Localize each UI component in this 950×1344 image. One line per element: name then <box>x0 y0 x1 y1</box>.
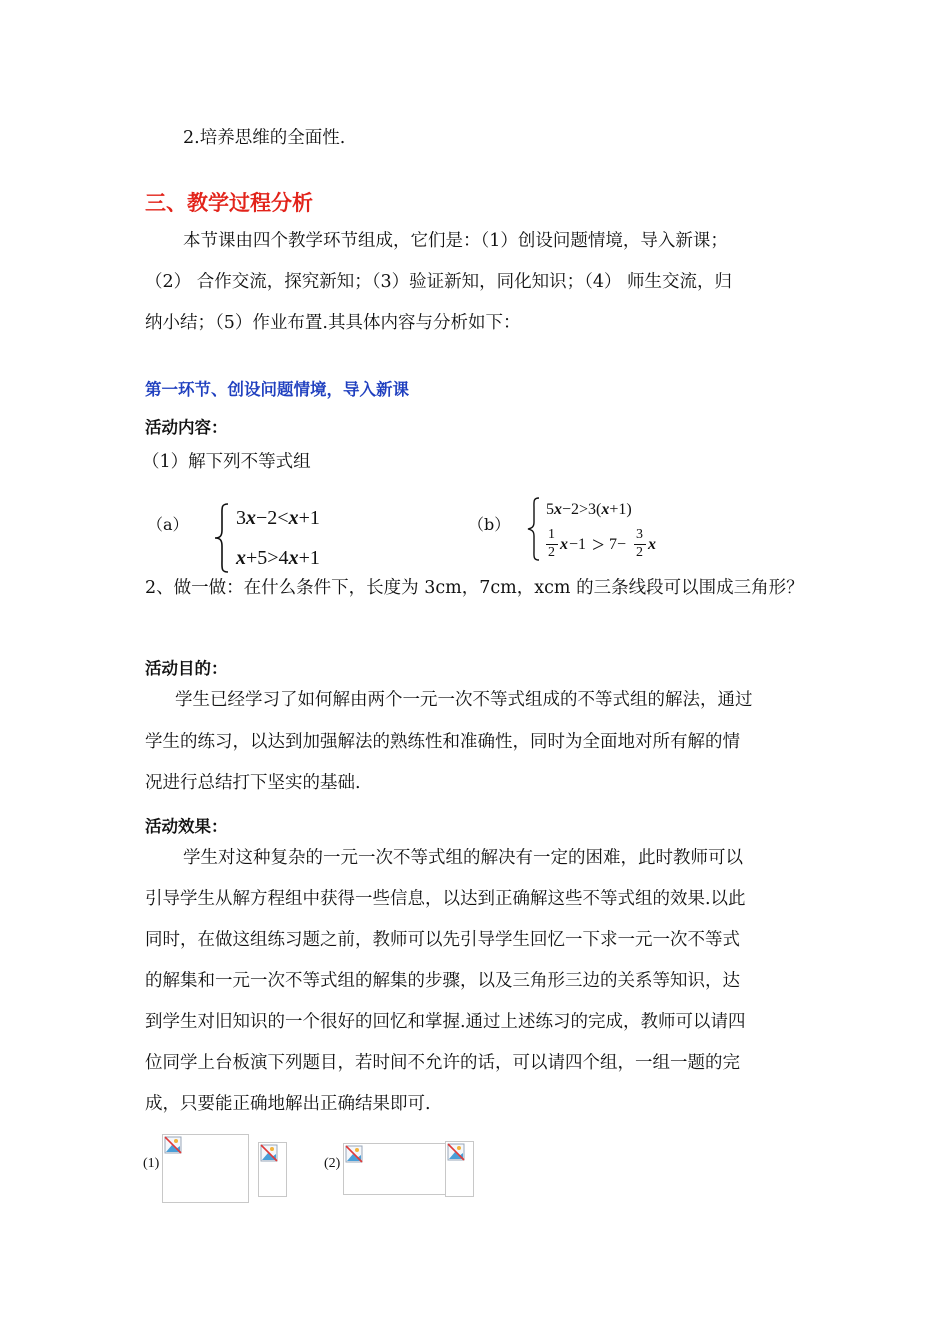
system-b-label: （b） <box>468 515 511 534</box>
activity-content-label: 活动内容： <box>145 418 228 437</box>
intro-line-2: （2） 合作交流，探究新知；（3）验证新知，同化知识；（4） 师生交流，归 <box>145 272 733 292</box>
broken-image-icon <box>345 1145 363 1163</box>
figure-label-1: (1) <box>143 1156 160 1171</box>
greater-than-sign: > <box>592 532 605 557</box>
activity-effect-label: 活动效果： <box>145 817 228 836</box>
section-title: 三、教学过程分析 <box>145 191 313 215</box>
system-b-brace <box>526 496 542 562</box>
effect-line-1: 学生对这种复杂的一元一次不等式组的解决有一定的困难，此时教师可以 <box>183 848 743 868</box>
effect-line-7: 成，只要能正确地解出正确结果即可. <box>145 1094 431 1114</box>
figure-label-2: (2) <box>324 1156 341 1171</box>
goal-line-2: 学生的练习，以达到加强解法的熟练性和准确性，同时为全面地对所有解的情 <box>145 732 740 752</box>
term-seven: 7− <box>609 536 627 553</box>
system-a-brace <box>212 502 232 574</box>
fraction-denominator: 2 <box>548 545 555 560</box>
stage-title: 第一环节、创设问题情境，导入新课 <box>145 380 409 399</box>
system-b-eq1: 5x−2>3(x+1) <box>546 501 632 518</box>
system-a-eq2: x+5>4x+1 <box>236 547 320 569</box>
variable-x: x <box>560 536 568 553</box>
goal-line-3: 况进行总结打下坚实的基础. <box>145 773 361 793</box>
broken-image-icon <box>164 1136 182 1154</box>
effect-line-4: 的解集和一元一次不等式组的解集的步骤，以及三角形三边的关系等知识，达 <box>145 971 740 991</box>
broken-image-icon <box>260 1144 278 1162</box>
broken-image-icon <box>447 1143 465 1161</box>
task-2: 2、做一做：在什么条件下，长度为 3cm，7cm，xcm 的三条线段可以围成三角形？ <box>145 578 804 598</box>
system-b-eq2 <box>546 527 686 563</box>
objective-line: 2.培养思维的全面性. <box>183 128 346 148</box>
term-minus-one: −1 <box>569 536 587 553</box>
effect-line-3: 同时，在做这组练习题之前，教师可以先引导学生回忆一下求一元一次不等式 <box>145 930 740 950</box>
intro-line-1: 本节课由四个教学环节组成，它们是：（1）创设问题情境，导入新课； <box>183 231 728 251</box>
system-a-eq1: 3x−2<x+1 <box>236 507 320 529</box>
fraction-numerator: 1 <box>548 527 555 542</box>
effect-line-6: 位同学上台板演下列题目，若时间不允许的话，可以请四个组，一组一题的完 <box>145 1053 740 1073</box>
goal-line-1: 学生已经学习了如何解由两个一元一次不等式组成的不等式组的解法，通过 <box>175 690 753 710</box>
variable-x: x <box>648 536 656 553</box>
effect-line-2: 引导学生从解方程组中获得一些信息，以达到正确解这些不等式组的效果.以此 <box>145 889 746 909</box>
activity-goal-label: 活动目的： <box>145 659 228 678</box>
fraction-denominator: 2 <box>636 545 643 560</box>
intro-line-3: 纳小结；（5）作业布置.其具体内容与分析如下： <box>145 313 521 333</box>
task-1: （1）解下列不等式组 <box>142 452 311 472</box>
system-a-label: （a） <box>147 515 189 534</box>
effect-line-5: 到学生对旧知识的一个很好的回忆和掌握.通过上述练习的完成，教师可以请四 <box>145 1012 746 1032</box>
fraction-numerator: 3 <box>636 527 643 542</box>
